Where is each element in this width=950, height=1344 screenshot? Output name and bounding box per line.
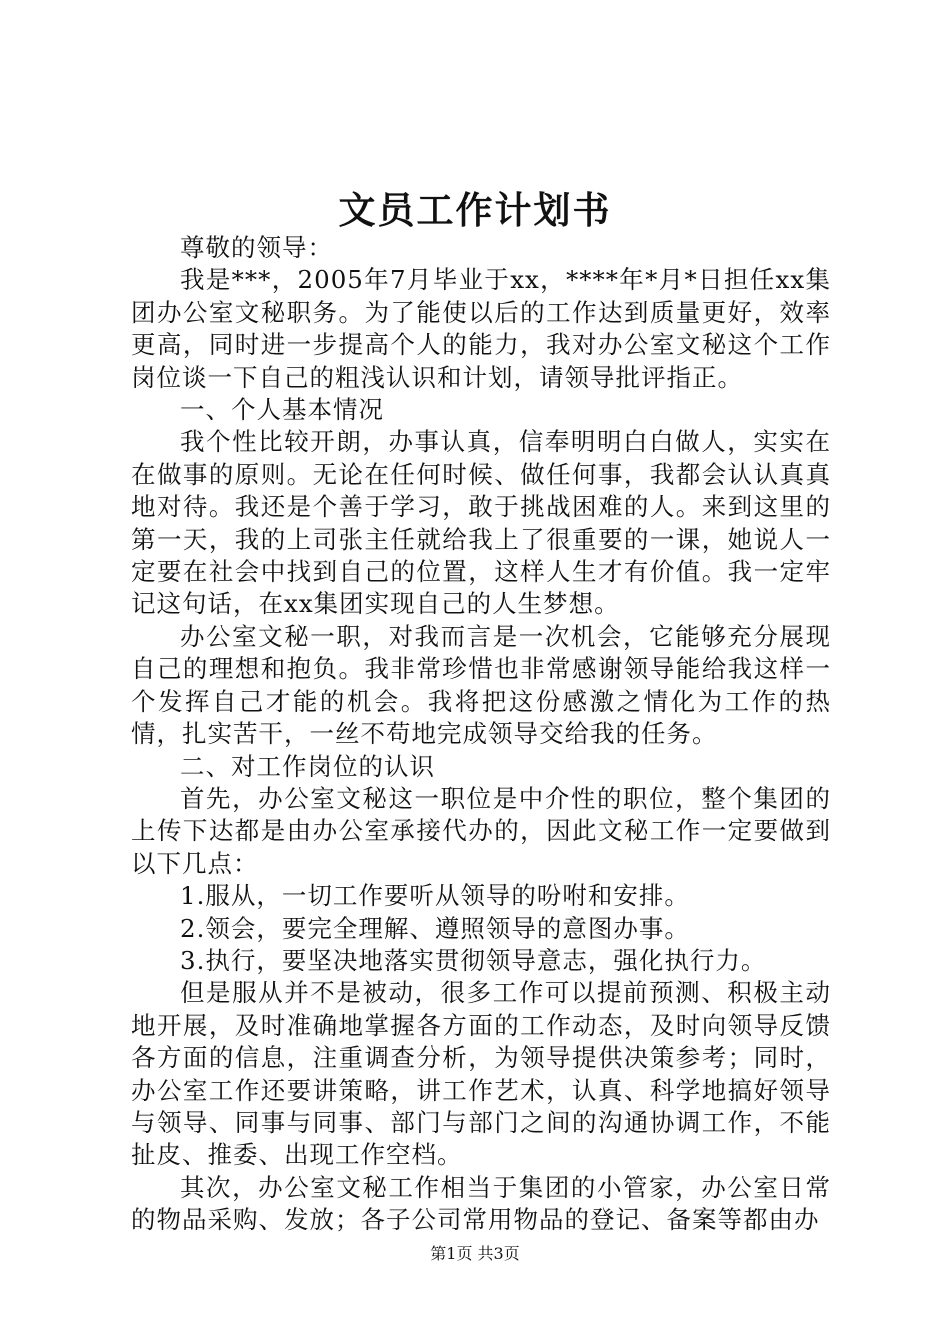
paragraph-proactive: 但是服从并不是被动，很多工作可以提前预测、积极主动地开展，及时准确地掌握各方面的工作动态，及时向领导反馈各方面的信息，注重调查分析，为领导提供决策参考；同时，办公室工作还要讲策略，讲工作艺术，认真、科学地搞好领导与领导、同事与同事、部门与部门之间的沟通协调工作，不能扯皮、推委、出现工作空档。 — [131, 978, 831, 1170]
paragraph-introduction: 我是***，2005年7月毕业于xx，****年*月*日担任xx集团办公室文秘职务。为了能使以后的工作达到质量更好，效率更高，同时进一步提高个人的能力，我对办公室文秘这个工作岗位谈一下自己的粗浅认识和计划，请领导批评指正。 — [131, 265, 831, 392]
page-footer: 第1页 共3页 — [430, 1244, 520, 1263]
paragraph-second-point: 其次，办公室文秘工作相当于集团的小管家，办公室日常的物品采购、发放；各子公司常用物品的登记、备案等都由办 — [131, 1172, 831, 1235]
document-title: 文员工作计划书 — [338, 188, 612, 232]
section-heading-personal-info: 一、个人基本情况 — [180, 395, 384, 425]
paragraph-salutation: 尊敬的领导： — [180, 233, 333, 262]
list-item-understand: 2.领会，要完全理解、遵照领导的意图办事。 — [180, 913, 690, 943]
list-item-obey: 1.服从，一切工作要听从领导的吩咐和安排。 — [180, 881, 690, 911]
section-heading-job-understanding: 二、对工作岗位的认识 — [180, 751, 435, 781]
paragraph-personality: 我个性比较开朗，办事认真，信奉明明白白做人，实实在在做事的原则。无论在任何时候、做任何事，我都会认认真真地对待。我还是个善于学习，敢于挑战困难的人。来到这里的第一天，我的上司张主任就给我上了很重要的一课，她说人一定要在社会中找到自己的位置，这样人生才有价值。我一定牢记这句话，在xx集团实现自己的人生梦想。 — [131, 427, 831, 619]
list-item-execute: 3.执行，要坚决地落实贯彻领导意志，强化执行力。 — [180, 945, 767, 975]
paragraph-first-point: 首先，办公室文秘这一职位是中介性的职位，整个集团的上传下达都是由办公室承接代办的，因此文秘工作一定要做到以下几点： — [131, 783, 831, 878]
paragraph-opportunity: 办公室文秘一职，对我而言是一次机会，它能够充分展现自己的理想和抱负。我非常珍惜也非常感谢领导能给我这样一个发挥自己才能的机会。我将把这份感激之情化为工作的热情，扎实苦干，一丝不苟地完成领导交给我的任务。 — [131, 621, 831, 749]
document-body — [131, 232, 831, 1237]
